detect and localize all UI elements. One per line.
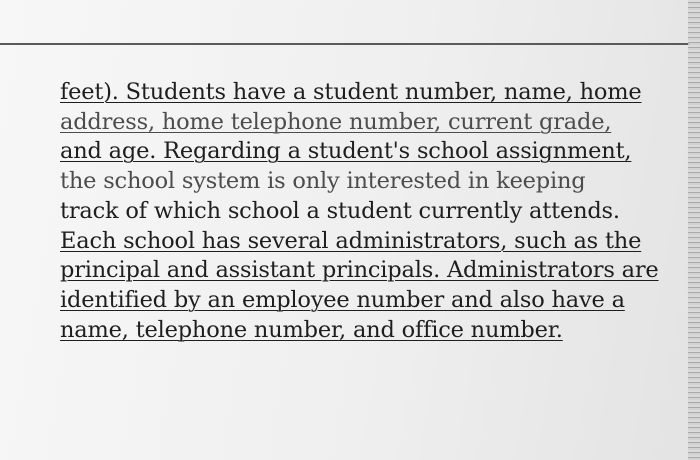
text-line-9: name, telephone number, and office number. bbox=[60, 316, 563, 343]
text-line-6: Each school has several administrators, such as the bbox=[60, 227, 642, 254]
horizontal-rule bbox=[0, 43, 690, 45]
page-edge bbox=[688, 0, 700, 460]
text-line-2: address, home telephone number, current grade, bbox=[60, 108, 612, 135]
text-line-3: and age. Regarding a student's school assignment, bbox=[60, 138, 632, 165]
text-line-5: track of which school a student currently attends. bbox=[60, 197, 620, 224]
document-text bbox=[60, 78, 660, 345]
text-line-7: principal and assistant principals. Administrators are bbox=[60, 257, 659, 284]
text-line-4: the school system is only interested in keeping bbox=[60, 168, 586, 195]
text-line-1: feet). Students have a student number, name, home bbox=[60, 79, 642, 105]
text-line-8: identified by an employee number and also have a bbox=[60, 286, 625, 313]
